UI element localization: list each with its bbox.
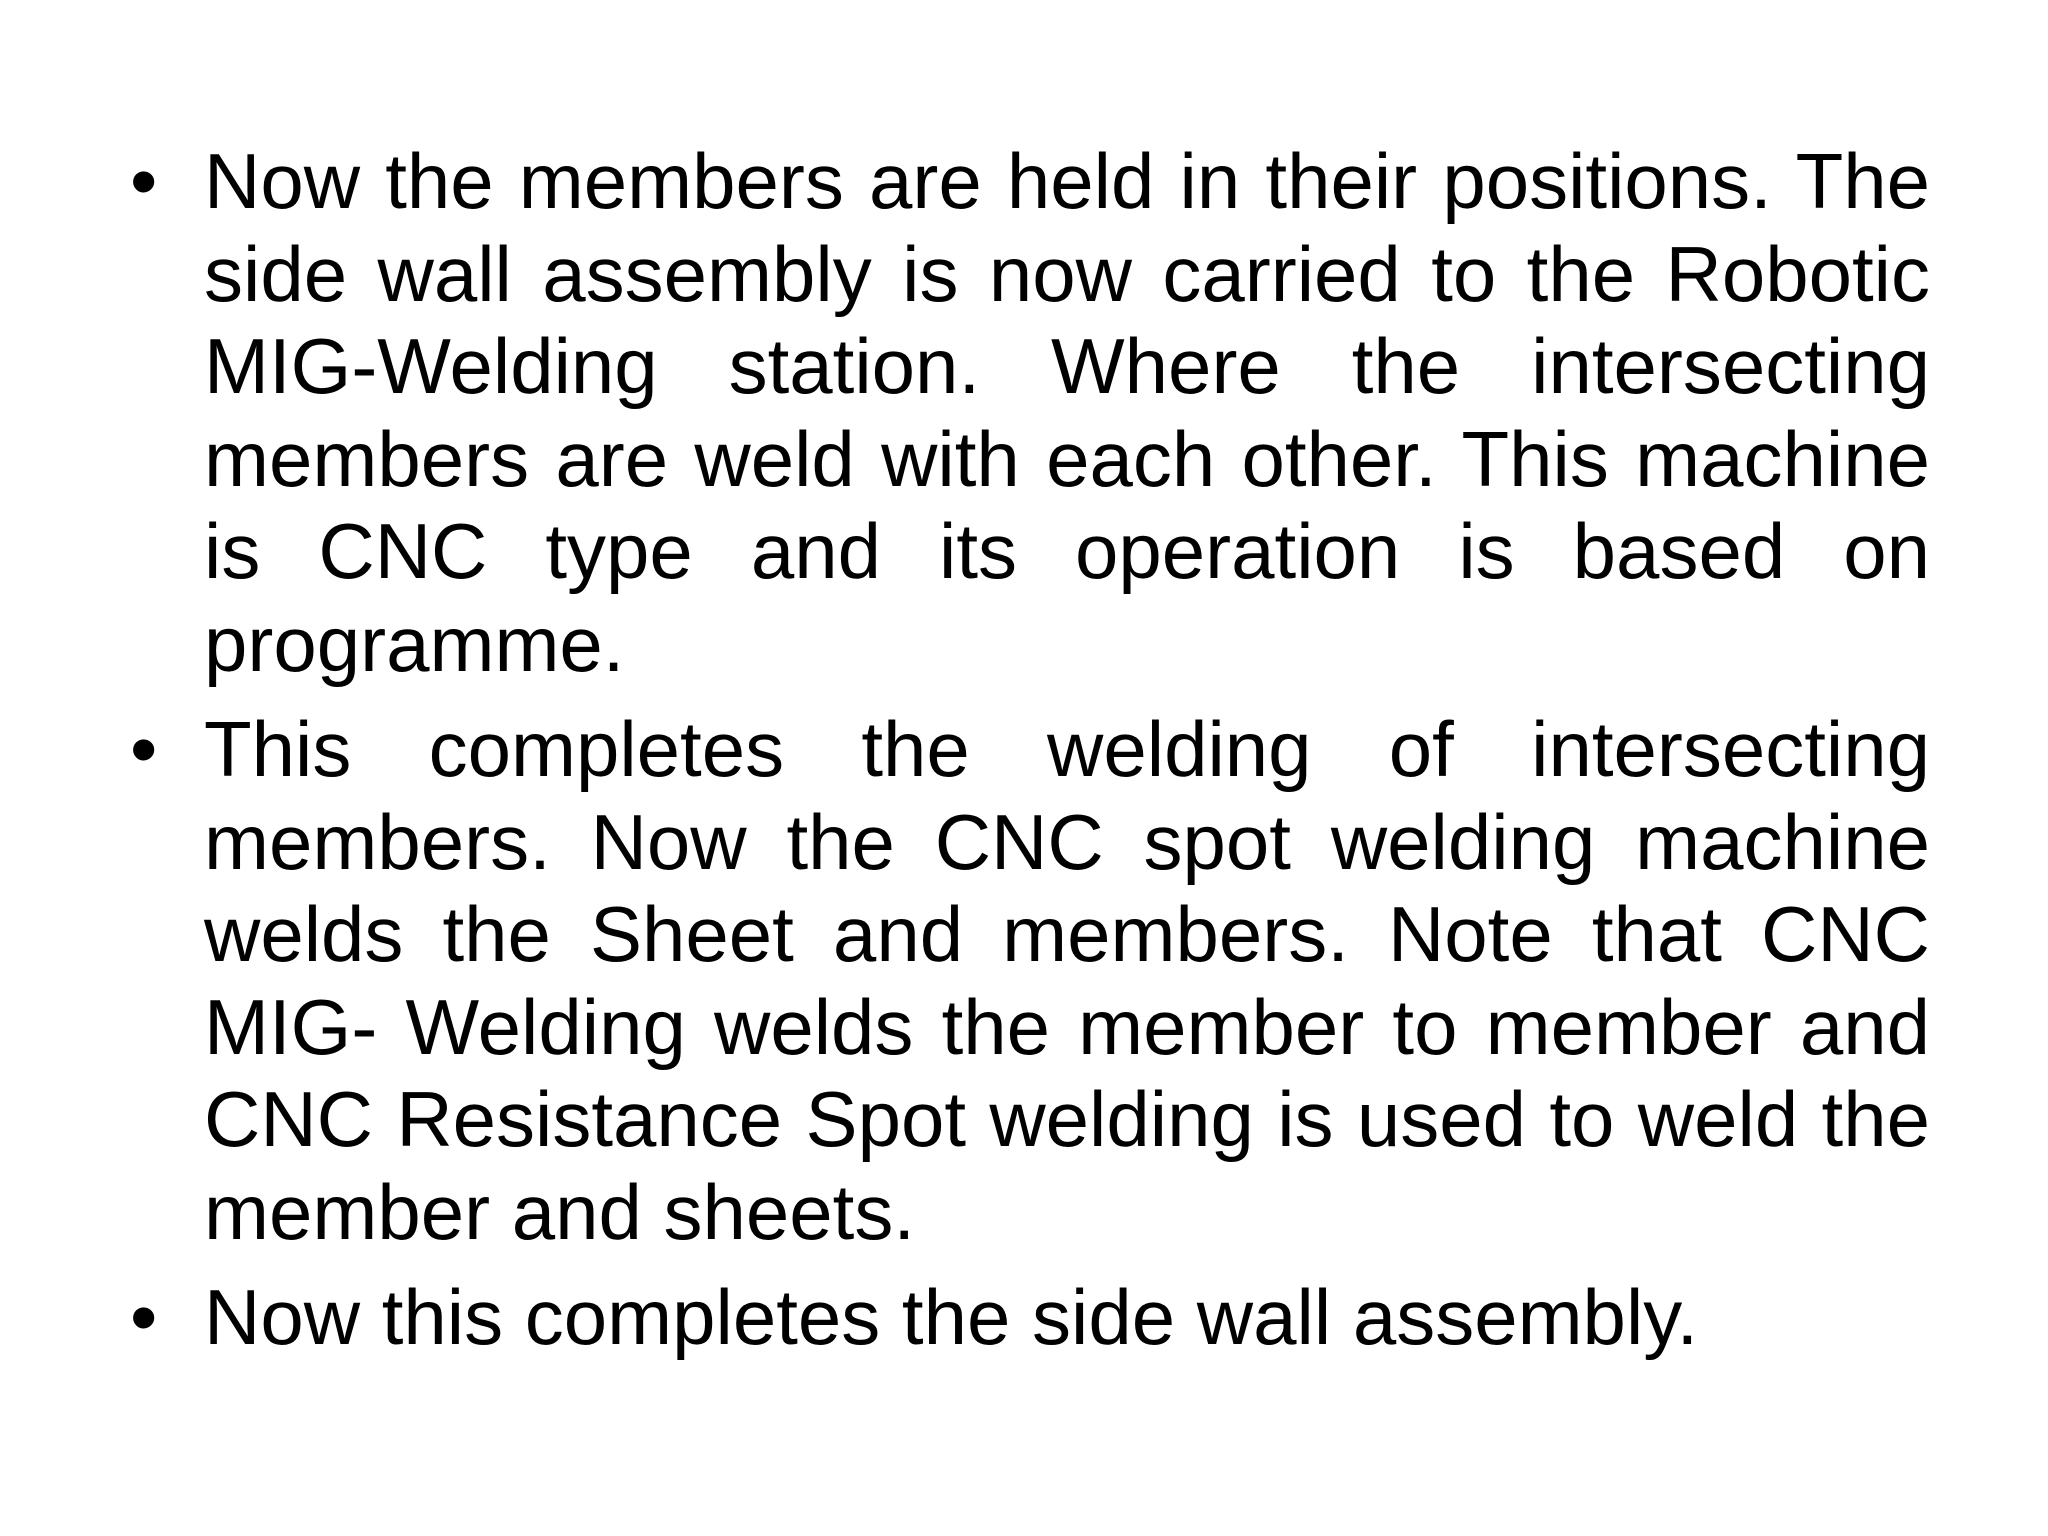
bullet-item-2 [122,703,1930,1258]
bullet-item-1 [122,135,1930,690]
bullet-text: This completes the welding of intersecting members. Now the CNC spot welding machine welds the Sheet and members. Note that CNC MIG- Welding welds the member to member and CNC Resistance Spot welding is used to weld the member and sheets. [204,705,1930,1256]
bullet-text: Now this completes the side wall assembly. [204,1273,1699,1361]
bullet-icon: • [130,137,158,225]
bullet-item-3 [122,1271,1930,1364]
bullet-icon: • [130,705,158,793]
bullet-icon: • [130,1273,158,1361]
bullet-text: Now the members are held in their positions. The side wall assembly is now carried to the Robotic MIG-Welding station. Where the intersecting members are weld with each other. This machine is CNC type and its operation is based on programme. [204,137,1930,688]
bullet-list [122,135,1930,1364]
